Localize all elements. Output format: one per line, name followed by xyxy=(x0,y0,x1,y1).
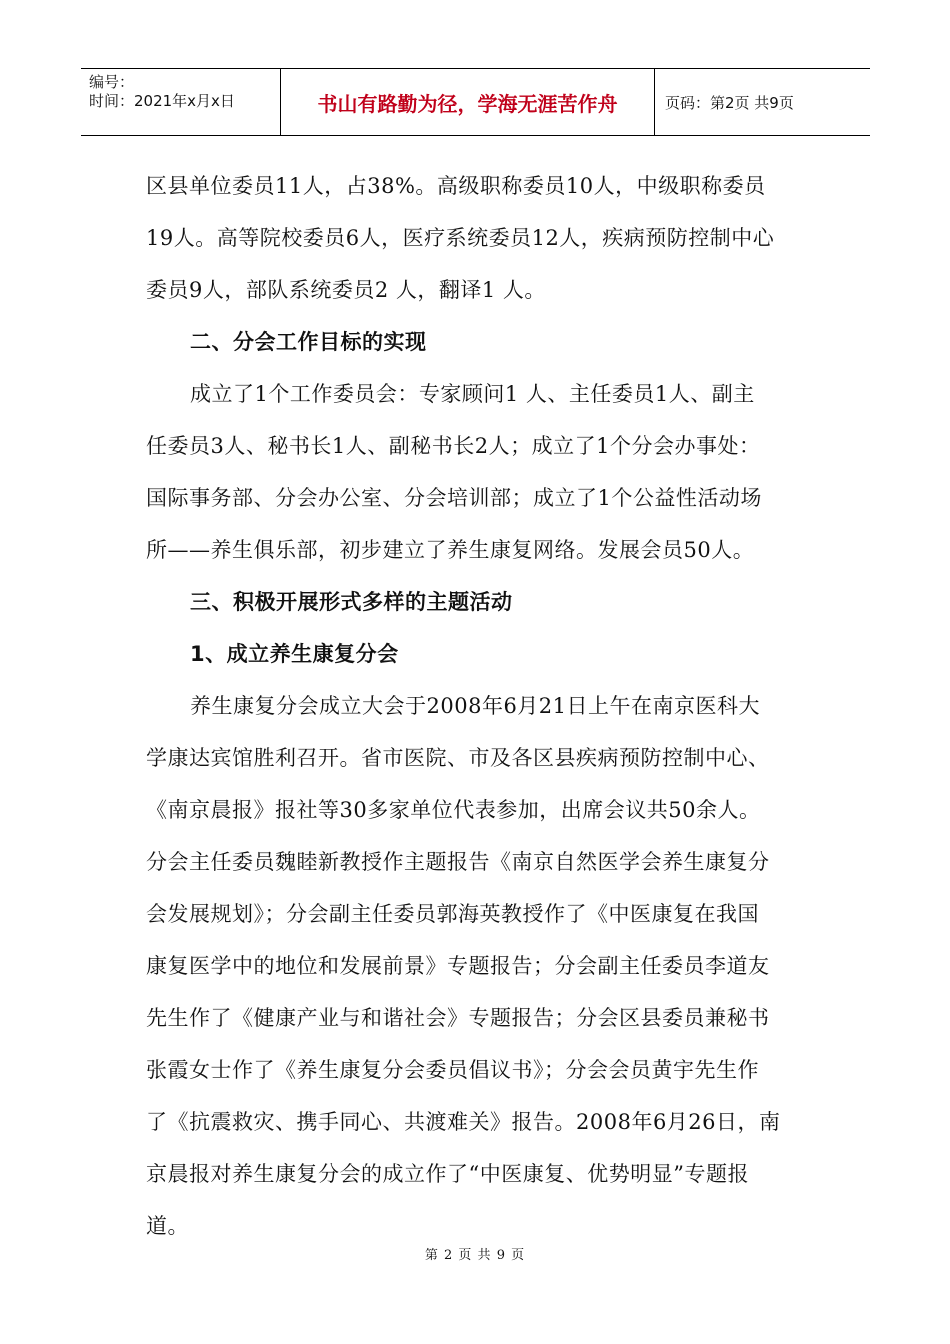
body-line: 19人。高等院校委员6人，医疗系统委员12人，疾病预防控制中心 xyxy=(146,226,775,250)
body-line: 《南京晨报》报社等30多家单位代表参加，出席会议共50余人。 xyxy=(146,798,761,822)
body-line: 区县单位委员11人，占38%。高级职称委员10人，中级职称委员 xyxy=(146,174,766,198)
body-line: 所——养生俱乐部，初步建立了养生康复网络。发展会员50人。 xyxy=(146,538,755,562)
body-line: 会发展规划》；分会副主任委员郭海英教授作了《中医康复在我国 xyxy=(146,902,759,926)
header-page-code: 页码：第2页 共9页 xyxy=(665,93,794,112)
body-line: 国际事务部、分会办公室、分会培训部；成立了1个公益性活动场 xyxy=(146,486,762,510)
page-footer: 第 2 页 共 9 页 xyxy=(424,1248,526,1263)
body-line: 先生作了《健康产业与和谐社会》专题报告；分会区县委员兼秘书 xyxy=(146,1006,770,1030)
body-line: 康复医学中的地位和发展前景》专题报告；分会副主任委员李道友 xyxy=(146,954,770,978)
body-line: 成立了1个工作委员会：专家顾问1 人、主任委员1人、副主 xyxy=(190,382,755,406)
body-line: 了《抗震救灾、携手同心、共渡难关》报告。2008年6月26日，南 xyxy=(146,1110,781,1134)
document-body xyxy=(146,160,810,1252)
body-line: 道。 xyxy=(146,1214,189,1238)
subsection-heading: 1、成立养生康复分会 xyxy=(190,642,399,666)
body-line: 任委员3人、秘书长1人、副秘书长2人；成立了1个分会办事处： xyxy=(146,434,761,458)
body-line: 京晨报对养生康复分会的成立作了“中医康复、优势明显”专题报 xyxy=(146,1162,749,1186)
header-motto: 书山有路勤为径，学海无涯苦作舟 xyxy=(281,69,655,135)
body-line: 养生康复分会成立大会于2008年6月21日上午在南京医科大 xyxy=(190,694,761,718)
header-meta xyxy=(81,69,281,135)
date-label: 时间：2021年x月x日 xyxy=(89,92,235,110)
body-line: 委员9人，部队系统委员2 人，翻译1 人。 xyxy=(146,278,546,302)
body-line: 分会主任委员魏睦新教授作主题报告《南京自然医学会养生康复分 xyxy=(146,850,770,874)
page-header xyxy=(81,68,870,136)
section-heading: 三、积极开展形式多样的主题活动 xyxy=(190,590,513,614)
number-label: 编号： xyxy=(89,73,135,91)
section-heading: 二、分会工作目标的实现 xyxy=(190,330,427,354)
body-line: 学康达宾馆胜利召开。省市医院、市及各区县疾病预防控制中心、 xyxy=(146,746,770,770)
body-line: 张霞女士作了《养生康复分会委员倡议书》；分会会员黄宇先生作 xyxy=(146,1058,759,1082)
